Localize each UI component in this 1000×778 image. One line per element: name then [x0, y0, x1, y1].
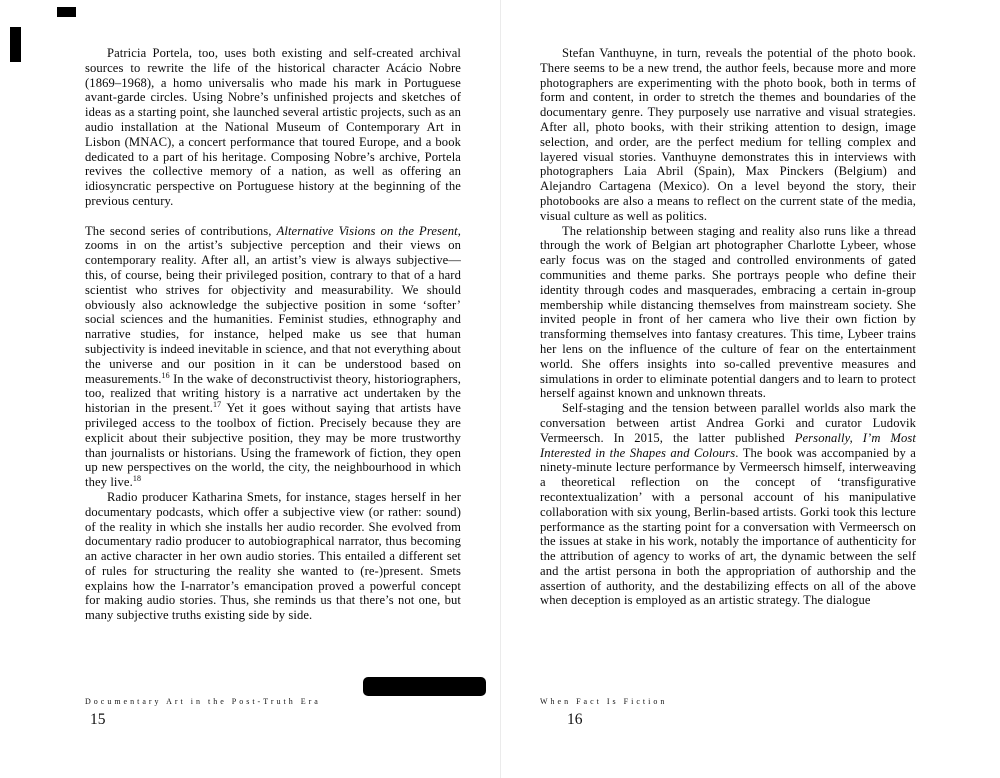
paragraph: The relationship between staging and reality also runs like a thread through the work of Belgian art photographer Charlotte Lybeer, whose early focus was on the staged and controlled environments of gated communities and theme parks. She portrays people who define their identity through codes and masquerades, embracing a certain in-group membership while distancing themselves from mainstream society. She invited people in front of her camera who live their own fiction by transforming themselves into fantasy creatures. This time, Lybeer trains her lens on the influence of the culture of fear on the entertainment world. She offers insights into so-called preventive measures and simulations in order to eliminate potential dangers and to learn to protect herself against known and unknown threats.: [540, 223, 916, 401]
paragraph: The second series of contributions, Alternative Visions on the Present, zooms in on the artist’s subjective perception and their views on contemporary reality. After all, an artist’s view is always subjective—this, of course, being their privileged position, contrary to that of a hard scientist who strives for objectivity and measurability. We should obviously also acknowledge the subjective position in some ‘softer’ social sciences and the humanities. Feminist studies, ethnography and narrative studies, for instance, helped make us see that human subjectivity is indeed inevitable in science, and that not everything about the universe and our position in it can be understood based on measurements.$^{16}$ In the wake of deconstructivist theory, historiographers, too, realized that writing history is a narrative act undertaken by the historian in the present.$^{17}$ Yet it goes without saying that artists have privileged access to the toolbox of fiction. Precisely because they are explicit about their subjective position, they may be more trustworthy than journalists or historians. Using the framework of fiction, they open up new perspectives on the world, the city, the neighbourhood in which they live.$^{18}$: [85, 223, 461, 490]
page-gutter-seam: [500, 0, 501, 778]
paragraph: Radio producer Katharina Smets, for instance, stages herself in her documentary podcasts, which offer a subjective view (or rather: sound) of the reality in which she installs her audio recorder. She evolved from documentary radio producer to autobiographical narrator, thus becoming an active character in her own audio stories. This entailed a different set of rules for structuring the reality she wanted to (re-)present. Smets explains how the I-narrator’s emancipation proved a powerful concept for making audio stories. Thus, she reminds us that there’s not one, but many subjective truths existing side by side.: [85, 489, 461, 623]
page-15-running-footer: Documentary Art in the Post-Truth Era: [85, 697, 321, 706]
page-15-number: 15: [90, 711, 106, 728]
registration-mark-vertical: [10, 27, 21, 62]
registration-mark-horizontal: [57, 7, 76, 17]
redaction-bar: [363, 677, 486, 696]
paragraph: Stefan Vanthuyne, in turn, reveals the potential of the photo book. There seems to be a new trend, the author feels, because more and more photographers are experimenting with the photo book, both in terms of form and content, in order to stretch the themes and boundaries of the documentary genre. They purposely use narrative and visual strategies. After all, photo books, with their striking attention to design, image selection, and order, are the perfect medium for telling complex and layered visual stories. Vanthuyne demonstrates this in interviews with photographers Laia Abril (Spain), Max Pinckers (Belgium) and Alejandro Cartagena (Mexico). On a level beyond the story, their photobooks are also a means to reflect on the current state of the media, visual culture as well as politics.: [540, 46, 916, 223]
page-16-text-column: [540, 46, 916, 608]
paragraph: Patricia Portela, too, uses both existing and self-created archival sources to rewrite the life of the historical character Acácio Nobre (1869–1968), a homo universalis who made his mark in Portuguese avant-garde circles. Using Nobre’s unfinished projects and sketches of ideas as a starting point, she launched several artistic projects, such as an audio installation at the National Museum of Contemporary Art in Lisbon (MNAC), a concert performance that toured Europe, and a book dedicated to a part of his heritage. Composing Nobre’s archive, Portela revives the collective memory of a nation, as well as offering an idiosyncratic perspective on Portuguese history at the beginning of the previous century.: [85, 46, 461, 208]
paragraph: Self-staging and the tension between parallel worlds also mark the conversation between artist Andrea Gorki and curator Ludovik Vermeersch. In 2015, the latter published Personally, I’m Most Interested in the Shapes and Colours. The book was accompanied by a ninety-minute lecture performance by Vermeersch himself, interweaving a theoretical reflection on the concept of ‘transfigurative recontextualization’ with a personal account of his manipulative collaboration with six young, Berlin-based artists. Gorki took this lecture performance as the starting point for a conversation with Vermeersch on the issues at stake in his work, notably the importance of authenticity for the attribution of agency to works of art, the dynamic between the self and the artist persona in both the appropriation of authorship and the assertion of authority, and the destabilizing effects on all of the above when deception is employed as an artistic strategy. The dialogue: [540, 401, 917, 608]
page-16-number: 16: [567, 711, 583, 728]
page-15-text-column: [85, 46, 461, 623]
page-16-running-footer: When Fact Is Fiction: [540, 697, 668, 706]
